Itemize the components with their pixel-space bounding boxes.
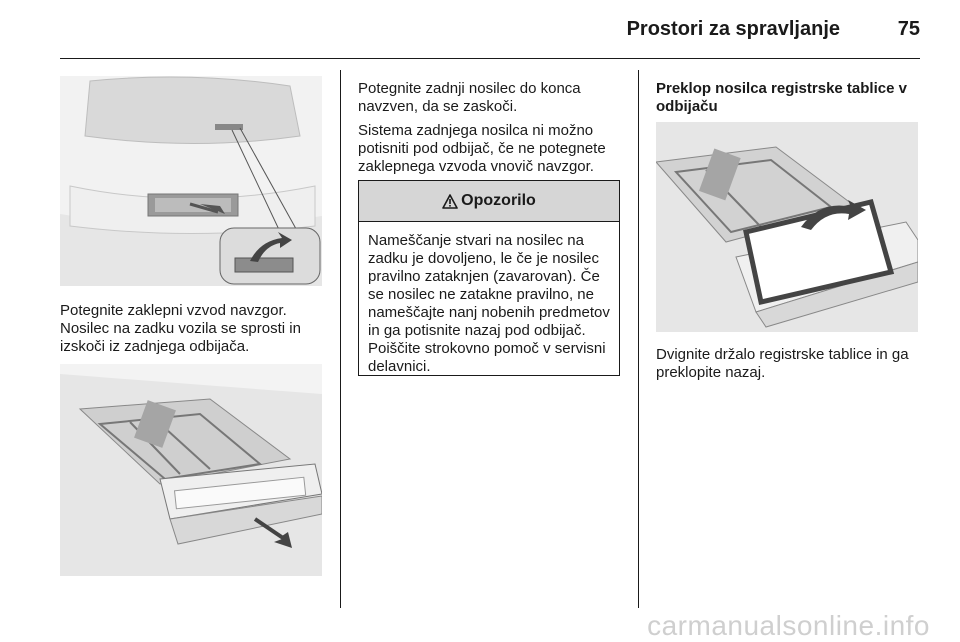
header-rule (60, 58, 920, 59)
page-number: 75 (897, 18, 920, 40)
column-divider-right (638, 70, 639, 608)
warning-body: Nameščanje stvari na nosilec na zadku je dovoljeno, le če je nosilec pravilno zataknjen (zavarovan). Če se nosilec ne zatakne pravilno, ne nameščajte nanj nobenih predmetov in ga potisnite nazaj pod odbijač. Poiščite strokovno pomoč v servisni delavnici. (368, 232, 610, 375)
figure-locking-lever (60, 76, 322, 286)
figure-plate-holder (656, 122, 918, 332)
col3-paragraph: Dvignite držalo registrske tablice in ga preklopite nazaj. (656, 346, 909, 381)
figure-carrier-released (60, 364, 322, 576)
watermark: carmanualsonline.info (647, 610, 930, 641)
warning-header (359, 181, 619, 222)
column-divider-left (340, 70, 341, 608)
warning-box (358, 180, 620, 376)
col2-paragraph-2: Sistema zadnjega nosilca ni možno potisniti pod odbijač, če ne potegnete zaklepnega vzvoda vnovič navzgor. (358, 122, 606, 175)
warning-triangle-icon (442, 194, 458, 209)
page-title: Prostori za spravljanje (626, 18, 840, 40)
col2-paragraph-1: Potegnite zadnji nosilec do konca navzven, da se zaskoči. (358, 80, 581, 115)
col1-paragraph: Potegnite zaklepni vzvod navzgor. Nosilec na zadku vozila se sprosti in izskoči iz zadnjega odbijača. (60, 302, 301, 355)
warning-title: Opozorilo (461, 192, 536, 209)
col3-subheading: Preklop nosilca registrske tablice v odbijaču (656, 80, 907, 115)
